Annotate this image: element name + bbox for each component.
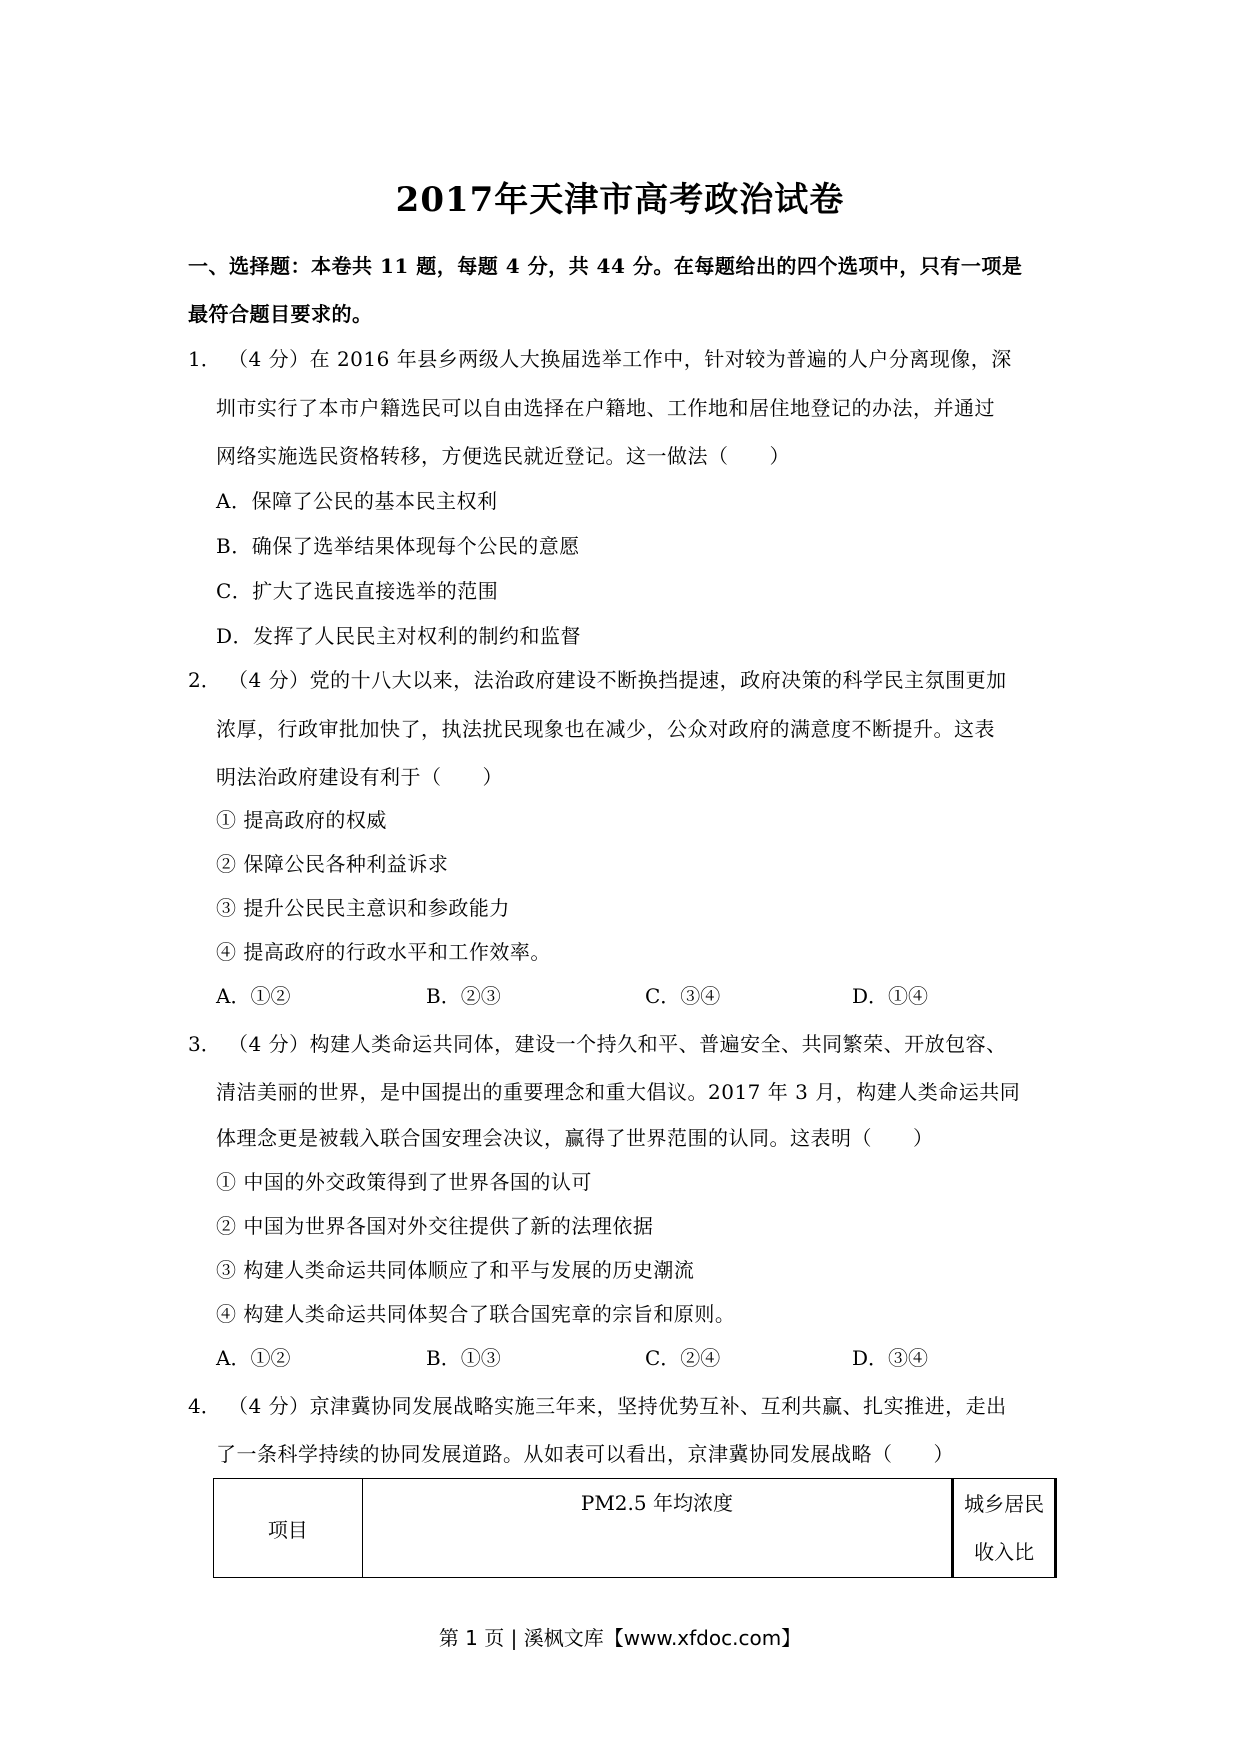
data-table [213,1478,1057,1578]
question-3-text-line: （4 分）构建人类命运共同体，建设一个持久和平、普遍安全、共同繁荣、开放包容、 [228,1032,1007,1056]
table-header-pm25: PM2.5 年均浓度 [362,1479,953,1578]
question-2-option-c: C．③④ [645,984,721,1008]
table-header-income-ratio [953,1479,1056,1578]
question-3-number: 3． [188,1032,221,1056]
question-2-option-d: D．①④ [852,984,929,1008]
question-1-number: 1． [188,347,221,371]
question-3-option-b: B．①③ [426,1346,501,1370]
question-2-number: 2． [188,668,221,692]
question-3-text-line: 清洁美丽的世界，是中国提出的重要理念和重大倡议。2017 年 3 月，构建人类命运共同 [216,1080,1021,1104]
question-1-option-d: D．发挥了人民民主对权利的制约和监督 [216,624,582,648]
question-3-item: ④ 构建人类命运共同体契合了联合国宪章的宗旨和原则。 [216,1302,736,1326]
section-heading-line2: 最符合题目要求的。 [188,302,373,326]
question-1-text-line: （4 分）在 2016 年县乡两级人大换届选举工作中，针对较为普遍的人户分离现像，深 [228,347,1012,371]
question-1-text-line: 圳市实行了本市户籍选民可以自由选择在户籍地、工作地和居住地登记的办法，并通过 [216,396,995,420]
question-2-text-line: 明法治政府建设有利于（ ） [216,765,503,789]
question-4-text-line: （4 分）京津冀协同发展战略实施三年来，坚持优势互补、互利共赢、扎实推进，走出 [228,1394,1007,1418]
question-3-option-a: A．①② [216,1346,291,1370]
question-1-text-line: 网络实施选民资格转移，方便选民就近登记。这一做法（ ） [216,444,790,468]
question-1-option-a: A．保障了公民的基本民主权利 [216,489,498,513]
question-2-item: ④ 提高政府的行政水平和工作效率。 [216,940,551,964]
section-heading-line1: 一、选择题：本卷共 11 题，每题 4 分，共 44 分。在每题给出的四个选项中，只有一项是 [188,254,1023,278]
table-header-income-ratio-line1: 城乡居民 [964,1492,1045,1516]
question-1-option-b: B．确保了选举结果体现每个公民的意愿 [216,534,580,558]
question-2-option-a: A．①② [216,984,291,1008]
table-header-item: 项目 [214,1479,363,1578]
question-2-item: ① 提高政府的权威 [216,808,387,832]
table-header-income-ratio-line2: 收入比 [974,1540,1035,1564]
question-4-number: 4． [188,1394,221,1418]
question-3-item: ③ 构建人类命运共同体顺应了和平与发展的历史潮流 [216,1258,695,1282]
question-2-option-b: B．②③ [426,984,501,1008]
question-3-option-d: D．③④ [852,1346,929,1370]
question-2-item: ② 保障公民各种利益诉求 [216,852,449,876]
page-title: 2017年天津市高考政治试卷 [395,180,845,220]
page-footer: 第 1 页 | 溪枫文库【www.xfdoc.com】 [438,1626,802,1650]
question-2-text-line: 浓厚，行政审批加快了，执法扰民现象也在减少，公众对政府的满意度不断提升。这表 [216,717,995,741]
question-3-item: ② 中国为世界各国对外交往提供了新的法理依据 [216,1214,654,1238]
question-2-item: ③ 提升公民民主意识和参政能力 [216,896,510,920]
question-3-option-c: C．②④ [645,1346,721,1370]
question-4-text-line: 了一条科学持续的协同发展道路。从如表可以看出，京津冀协同发展战略（ ） [216,1442,954,1466]
table-row [214,1479,1056,1578]
question-3-text-line: 体理念更是被载入联合国安理会决议，赢得了世界范围的认同。这表明（ ） [216,1126,934,1150]
question-1-option-c: C．扩大了选民直接选举的范围 [216,579,499,603]
question-2-text-line: （4 分）党的十八大以来，法治政府建设不断换挡提速，政府决策的科学民主氛围更加 [228,668,1007,692]
question-3-item: ① 中国的外交政策得到了世界各国的认可 [216,1170,592,1194]
